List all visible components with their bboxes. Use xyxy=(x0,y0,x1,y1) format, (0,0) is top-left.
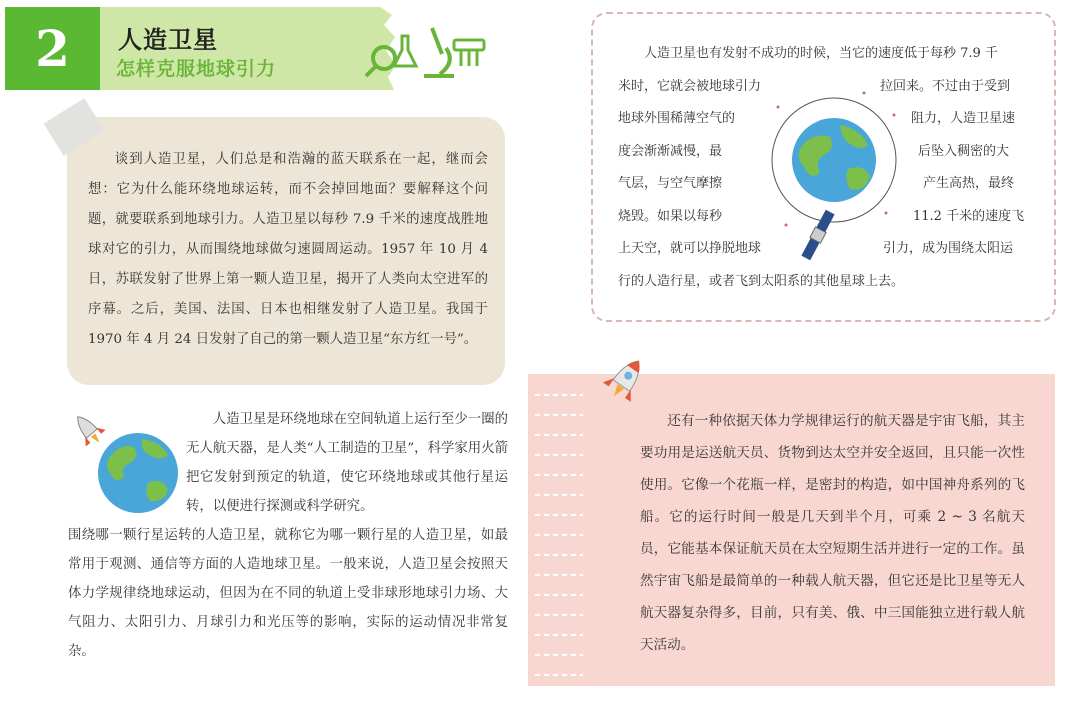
microscope-icon xyxy=(424,28,454,76)
failure-line: 行的人造行星，或者飞到太阳系的其他星球上去。 xyxy=(618,273,905,289)
failure-line: 度会渐渐减慢，最 xyxy=(618,143,723,159)
failure-line: 阻力，人造卫星速 xyxy=(911,111,1016,126)
failure-line: 产生高热，最终 xyxy=(923,176,1015,191)
failure-line: 烧毁。如果以每秒 xyxy=(618,208,723,224)
chapter-number: 2 xyxy=(35,19,70,78)
dash-decoration xyxy=(535,385,585,685)
definition-para2: 围绕哪一颗行星运转的人造卫星，就称它为哪一颗行星的人造卫星，如最常用于观测、通信等方面的人造地球卫星。一般来说，人造卫星会按照天体力学规律绕地球运动，但因为在不同的轨道上受非球形地球引力场、大气阻力、太阳引力、月球引力和光压等的影响，实际的运动情况非常复杂。 xyxy=(68,528,508,659)
rocket-icon xyxy=(600,352,652,406)
failure-line: 上天空，就可以挣脱地球 xyxy=(618,241,762,256)
page-subtitle: 怎样克服地球引力 xyxy=(116,58,277,80)
failure-line: 拉回来。不过由于受到 xyxy=(880,78,1011,94)
failure-line: 气层，与空气摩擦 xyxy=(618,176,723,191)
spaceship-text: 还有一种依据天体力学规律运行的航天器是宇宙飞船，其主要功用是运送航天员、货物到达太空并安全返回，且只能一次性使用。它像一个花瓶一样，是密封的构造，如中国神舟系列的飞船。它的运行时间一般是几天到半个月，可乘 2 ~ 3 名航天员，它能基本保证航天员在太空短期生活并进行一定的工作。虽然宇宙飞船是最简单的一种载人航天器，但它还是比卫星等无人航天器复杂得多，目前，只有美、俄、中三国能独立进行载人航天活动。 xyxy=(640,413,1025,653)
failure-line: 后坠入稠密的大 xyxy=(918,143,1010,159)
science-icons xyxy=(362,18,487,83)
failure-line: 米时，它就会被地球引力 xyxy=(618,78,762,94)
failure-line: 人造卫星也有发射不成功的时候，当它的速度低于每秒 7.9 千 xyxy=(644,46,998,61)
page-title: 人造卫星 xyxy=(118,25,218,54)
failure-text xyxy=(618,38,1028,298)
magnifier-icon xyxy=(366,47,395,76)
failure-line: 引力，成为围绕太阳运 xyxy=(883,241,1014,256)
definition-para1: 人造卫星是环绕地球在空间轨道上运行至少一圈的无人航天器，是人类“人工制造的卫星”，科学家用火箭把它发射到预定的轨道，使它环绕地球或其他行星运转，以便进行探测或科学研究。 xyxy=(186,412,508,514)
test-tubes-icon xyxy=(454,40,484,66)
flask-icon xyxy=(394,36,416,66)
failure-line: 地球外围稀薄空气的 xyxy=(618,111,736,126)
intro-text: 谈到人造卫星，人们总是和浩瀚的蓝天联系在一起，继而会想：它为什么能环绕地球运转，而不会掉回地面？要解释这个问题，就要联系到地球引力。人造卫星以每秒 7.9 千米的速度战胜地球对它的引力，从而围绕地球做匀速圆周运动。1957 年 10 月 4 日，苏联发射了世界上第一颗人造卫星，揭开了人类向太空进军的序幕。之后，美国、法国、日本也相继发射了人造卫星。我国于 1970 年 4 月 24 日发射了自己的第一颗人造卫星“东方红一号”。 xyxy=(88,152,488,347)
definition-text xyxy=(68,405,508,666)
failure-line: 11.2 千米的速度飞 xyxy=(913,208,1025,224)
